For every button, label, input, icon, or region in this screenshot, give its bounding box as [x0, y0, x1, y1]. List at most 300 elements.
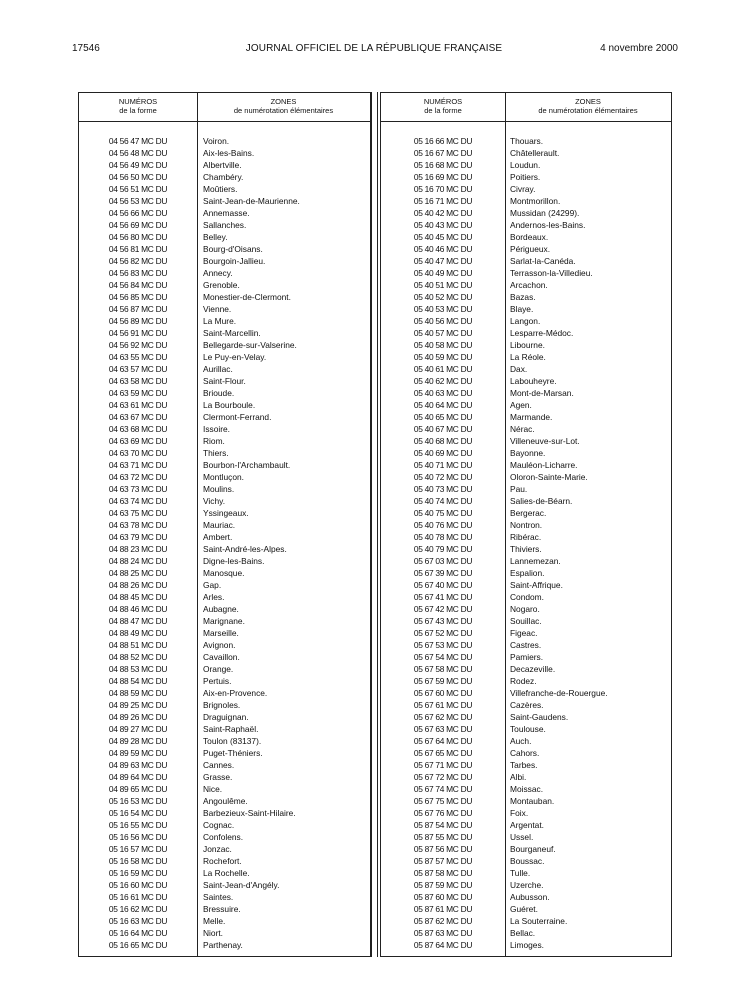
zone-cell: Argentat.: [510, 820, 544, 830]
number-cell: 04 56 87 MC DU: [108, 304, 168, 314]
table-row: [381, 795, 671, 807]
zone-cell: Souillac.: [510, 616, 542, 626]
zone-cell: La Bourboule.: [203, 400, 256, 410]
table-row: [381, 363, 671, 375]
number-cell: 05 67 43 MC DU: [413, 616, 473, 626]
table-row: [381, 723, 671, 735]
zone-cell: Loudun.: [510, 160, 541, 170]
number-cell: 04 56 50 MC DU: [108, 172, 168, 182]
table-row: [381, 375, 671, 387]
zone-cell: Bourbon-l'Archambault.: [203, 460, 291, 470]
number-cell: 04 63 74 MC DU: [108, 496, 168, 506]
number-cell: 05 87 61 MC DU: [413, 904, 473, 914]
table-row: [79, 327, 370, 339]
table-row: [381, 819, 671, 831]
table-row: [381, 423, 671, 435]
table-header: [79, 93, 370, 122]
number-cell: 05 40 45 MC DU: [413, 232, 473, 242]
zone-cell: Nérac.: [510, 424, 535, 434]
number-cell: 04 89 26 MC DU: [108, 712, 168, 722]
zone-cell: Yssingeaux.: [203, 508, 249, 518]
number-cell: 05 40 59 MC DU: [413, 352, 473, 362]
number-cell: 05 67 75 MC DU: [413, 796, 473, 806]
table-row: [381, 411, 671, 423]
zone-cell: Avignon.: [203, 640, 236, 650]
number-cell: 04 63 73 MC DU: [108, 484, 168, 494]
number-cell: 04 63 55 MC DU: [108, 352, 168, 362]
number-cell: 04 56 51 MC DU: [108, 184, 168, 194]
table-row: [381, 927, 671, 939]
zone-cell: Saint-Affrique.: [510, 580, 563, 590]
table-row: [79, 699, 370, 711]
page-number: 17546: [72, 43, 100, 54]
number-cell: 04 89 63 MC DU: [108, 760, 168, 770]
table-row: [381, 843, 671, 855]
zone-cell: Périgueux.: [510, 244, 551, 254]
number-cell: 05 67 64 MC DU: [413, 736, 473, 746]
table-row: [381, 567, 671, 579]
number-cell: 05 16 62 MC DU: [108, 904, 168, 914]
zone-cell: Bourgoin-Jallieu.: [203, 256, 266, 266]
table-row: [381, 687, 671, 699]
zone-cell: Belley.: [203, 232, 228, 242]
number-cell: 04 88 51 MC DU: [108, 640, 168, 650]
number-cell: 05 16 63 MC DU: [108, 916, 168, 926]
zone-cell: Auch.: [510, 736, 532, 746]
zone-cell: Lesparre-Médoc.: [510, 328, 574, 338]
table-row: [381, 699, 671, 711]
number-cell: 05 87 58 MC DU: [413, 868, 473, 878]
table-row: [381, 447, 671, 459]
number-cell: 04 63 69 MC DU: [108, 436, 168, 446]
zone-cell: Bergerac.: [510, 508, 547, 518]
zone-cell: Nontron.: [510, 520, 543, 530]
zone-cell: Voiron.: [203, 136, 230, 146]
table-row: [381, 759, 671, 771]
table-row: [79, 867, 370, 879]
zone-cell: Ribérac.: [510, 532, 542, 542]
zone-cell: Marseille.: [203, 628, 239, 638]
number-cell: 05 87 57 MC DU: [413, 856, 473, 866]
table-row: [381, 531, 671, 543]
zone-cell: Moulins.: [203, 484, 235, 494]
table-row: [381, 507, 671, 519]
number-cell: 04 89 65 MC DU: [108, 784, 168, 794]
zone-cell: Châtellerault.: [510, 148, 560, 158]
table-row: [79, 915, 370, 927]
zone-cell: Terrasson-la-Villedieu.: [510, 268, 593, 278]
zone-cell: Dax.: [510, 364, 528, 374]
number-cell: 05 40 46 MC DU: [413, 244, 473, 254]
table-row: [381, 147, 671, 159]
table-row: [79, 663, 370, 675]
zones-header-line1: ZONES: [270, 97, 297, 106]
zone-cell: La Souterraine.: [510, 916, 568, 926]
table-row: [79, 339, 370, 351]
number-cell: 05 87 54 MC DU: [413, 820, 473, 830]
number-cell: 04 56 83 MC DU: [108, 268, 168, 278]
number-cell: 04 88 53 MC DU: [108, 664, 168, 674]
zone-cell: Niort.: [203, 928, 224, 938]
table-row: [381, 663, 671, 675]
zone-cell: Brioude.: [203, 388, 235, 398]
zone-cell: Saint-Raphaël.: [203, 724, 259, 734]
zone-cell: Salies-de-Béarn.: [510, 496, 573, 506]
number-cell: 04 56 91 MC DU: [108, 328, 168, 338]
table-row: [381, 615, 671, 627]
number-cell: 05 87 60 MC DU: [413, 892, 473, 902]
number-cell: 05 67 54 MC DU: [413, 652, 473, 662]
table-row: [381, 747, 671, 759]
table-row: [381, 879, 671, 891]
table-row: [79, 879, 370, 891]
table-row: [79, 675, 370, 687]
number-cell: 05 40 68 MC DU: [413, 436, 473, 446]
number-cell: 05 40 62 MC DU: [413, 376, 473, 386]
table-row: [79, 807, 370, 819]
number-cell: 05 67 52 MC DU: [413, 628, 473, 638]
zone-cell: Arcachon.: [510, 280, 548, 290]
zone-cell: Aurillac.: [203, 364, 233, 374]
number-cell: 05 40 61 MC DU: [413, 364, 473, 374]
number-cell: 05 87 55 MC DU: [413, 832, 473, 842]
zone-cell: Rodez.: [510, 676, 537, 686]
publication-date: 4 novembre 2000: [600, 43, 678, 54]
zone-cell: Libourne.: [510, 340, 545, 350]
zone-cell: La Mure.: [203, 316, 237, 326]
zone-cell: Villeneuve-sur-Lot.: [510, 436, 580, 446]
table-row: [79, 495, 370, 507]
table-row: [79, 519, 370, 531]
table-row: [79, 171, 370, 183]
zone-cell: Uzerche.: [510, 880, 544, 890]
table-row: [381, 831, 671, 843]
zone-cell: Civray.: [510, 184, 536, 194]
table-row: [79, 627, 370, 639]
number-cell: 04 88 49 MC DU: [108, 628, 168, 638]
number-cell: 04 63 61 MC DU: [108, 400, 168, 410]
number-cell: 05 40 71 MC DU: [413, 460, 473, 470]
zone-cell: Aix-en-Provence.: [203, 688, 268, 698]
zone-cell: Villefranche-de-Rouergue.: [510, 688, 608, 698]
table-row: [79, 159, 370, 171]
number-cell: 05 67 62 MC DU: [413, 712, 473, 722]
table-row: [381, 387, 671, 399]
number-cell: 04 88 26 MC DU: [108, 580, 168, 590]
number-cell: 04 88 59 MC DU: [108, 688, 168, 698]
number-cell: 04 56 47 MC DU: [108, 136, 168, 146]
table-row: [79, 447, 370, 459]
zone-cell: Labouheyre.: [510, 376, 557, 386]
number-cell: 05 40 75 MC DU: [413, 508, 473, 518]
zone-cell: Grasse.: [203, 772, 233, 782]
zones-column-header: [197, 97, 370, 115]
table-row: [79, 303, 370, 315]
number-cell: 04 56 66 MC DU: [108, 208, 168, 218]
table-row: [381, 267, 671, 279]
zone-cell: Blaye.: [510, 304, 534, 314]
zone-cell: Monestier-de-Clermont.: [203, 292, 291, 302]
number-cell: 04 56 49 MC DU: [108, 160, 168, 170]
number-cell: 05 16 68 MC DU: [413, 160, 473, 170]
table-row: [79, 399, 370, 411]
zone-cell: Gap.: [203, 580, 222, 590]
table-row: [79, 711, 370, 723]
number-cell: 05 40 47 MC DU: [413, 256, 473, 266]
table-row: [381, 783, 671, 795]
number-cell: 05 16 55 MC DU: [108, 820, 168, 830]
table-header: [381, 93, 671, 122]
zone-cell: Marignane.: [203, 616, 245, 626]
zone-cell: Thiviers.: [510, 544, 542, 554]
number-cell: 04 63 68 MC DU: [108, 424, 168, 434]
zone-cell: Ambert.: [203, 532, 233, 542]
table-row: [79, 927, 370, 939]
number-cell: 04 88 24 MC DU: [108, 556, 168, 566]
table-row: [381, 339, 671, 351]
table-row: [79, 231, 370, 243]
table-row: [79, 267, 370, 279]
number-cell: 04 89 28 MC DU: [108, 736, 168, 746]
number-cell: 04 56 82 MC DU: [108, 256, 168, 266]
table-row: [79, 783, 370, 795]
zone-cell: Nogaro.: [510, 604, 540, 614]
table-row: [79, 903, 370, 915]
zone-cell: Guéret.: [510, 904, 538, 914]
table-row: [79, 747, 370, 759]
table-row: [381, 459, 671, 471]
number-cell: 05 40 65 MC DU: [413, 412, 473, 422]
table-row: [381, 195, 671, 207]
table-row: [79, 591, 370, 603]
number-cell: 05 67 59 MC DU: [413, 676, 473, 686]
table-row: [381, 495, 671, 507]
number-cell: 04 88 54 MC DU: [108, 676, 168, 686]
number-cell: 05 87 62 MC DU: [413, 916, 473, 926]
table-row: [79, 735, 370, 747]
table-row: [79, 939, 370, 951]
number-cell: 05 87 59 MC DU: [413, 880, 473, 890]
number-cell: 05 40 78 MC DU: [413, 532, 473, 542]
number-cell: 04 63 58 MC DU: [108, 376, 168, 386]
table-row: [79, 531, 370, 543]
number-cell: 05 16 71 MC DU: [413, 196, 473, 206]
table-row: [381, 735, 671, 747]
table-row: [381, 279, 671, 291]
zone-cell: Annecy.: [203, 268, 233, 278]
number-cell: 04 63 59 MC DU: [108, 388, 168, 398]
numbers-column-header: [381, 97, 505, 115]
table-row: [79, 459, 370, 471]
table-row: [381, 939, 671, 951]
table-row: [79, 435, 370, 447]
numbers-header-line1: NUMÉROS: [423, 97, 463, 106]
number-cell: 04 56 80 MC DU: [108, 232, 168, 242]
number-cell: 04 56 89 MC DU: [108, 316, 168, 326]
number-cell: 04 56 48 MC DU: [108, 148, 168, 158]
zone-cell: Bordeaux.: [510, 232, 549, 242]
table-row: [381, 243, 671, 255]
zone-cell: Sallanches.: [203, 220, 247, 230]
zone-cell: Jonzac.: [203, 844, 232, 854]
number-cell: 05 87 63 MC DU: [413, 928, 473, 938]
zone-cell: Saint-Marcellin.: [203, 328, 261, 338]
table-row: [79, 219, 370, 231]
zone-cell: Saintes.: [203, 892, 234, 902]
table-row: [381, 183, 671, 195]
table-row: [79, 411, 370, 423]
number-cell: 05 40 76 MC DU: [413, 520, 473, 530]
table-row: [381, 903, 671, 915]
zone-cell: Rochefort.: [203, 856, 242, 866]
number-cell: 04 63 67 MC DU: [108, 412, 168, 422]
zone-cell: Saint-Flour.: [203, 376, 246, 386]
zone-cell: Puget-Théniers.: [203, 748, 263, 758]
number-cell: 05 40 51 MC DU: [413, 280, 473, 290]
zone-cell: Condom.: [510, 592, 544, 602]
table-row: [381, 627, 671, 639]
number-cell: 04 63 71 MC DU: [108, 460, 168, 470]
zone-cell: Thouars.: [510, 136, 544, 146]
zones-header-line2: de numérotation élémentaires: [538, 106, 638, 115]
zone-cell: Issoire.: [203, 424, 230, 434]
table-row: [381, 603, 671, 615]
zone-cell: Barbezieux-Saint-Hilaire.: [203, 808, 296, 818]
table-row: [79, 639, 370, 651]
table-row: [381, 351, 671, 363]
page-header: [0, 43, 748, 57]
zone-cell: Bourganeuf.: [510, 844, 556, 854]
table-row: [79, 135, 370, 147]
table-row: [381, 435, 671, 447]
number-cell: 04 88 23 MC DU: [108, 544, 168, 554]
table-row: [79, 207, 370, 219]
table-row: [381, 327, 671, 339]
number-cell: 04 89 64 MC DU: [108, 772, 168, 782]
number-cell: 05 87 64 MC DU: [413, 940, 473, 950]
table-row: [381, 315, 671, 327]
zone-cell: Sarlat-la-Canéda.: [510, 256, 576, 266]
number-cell: 05 16 61 MC DU: [108, 892, 168, 902]
zone-cell: Espalion.: [510, 568, 545, 578]
number-cell: 04 88 45 MC DU: [108, 592, 168, 602]
table-row: [79, 291, 370, 303]
zone-cell: Annemasse.: [203, 208, 250, 218]
table-row: [79, 195, 370, 207]
zone-cell: Mauléon-Licharre.: [510, 460, 578, 470]
number-cell: 05 67 41 MC DU: [413, 592, 473, 602]
table-row: [381, 231, 671, 243]
zone-cell: Angoulême.: [203, 796, 248, 806]
zone-cell: Moûtiers.: [203, 184, 238, 194]
zone-cell: Castres.: [510, 640, 542, 650]
zones-column-header: [505, 97, 671, 115]
table-row: [381, 579, 671, 591]
number-cell: 04 56 53 MC DU: [108, 196, 168, 206]
table-row: [381, 675, 671, 687]
zone-cell: Aix-les-Bains.: [203, 148, 255, 158]
zone-cell: Figeac.: [510, 628, 538, 638]
table-row: [79, 183, 370, 195]
number-cell: 04 89 27 MC DU: [108, 724, 168, 734]
number-cell: 05 16 66 MC DU: [413, 136, 473, 146]
number-cell: 05 16 56 MC DU: [108, 832, 168, 842]
right-table-rows: [381, 135, 671, 951]
zone-cell: Nice.: [203, 784, 223, 794]
zone-cell: Agen.: [510, 400, 532, 410]
zone-cell: Marmande.: [510, 412, 553, 422]
table-row: [381, 291, 671, 303]
table-row: [381, 855, 671, 867]
number-cell: 05 67 72 MC DU: [413, 772, 473, 782]
zone-cell: Saint-André-les-Alpes.: [203, 544, 287, 554]
number-cell: 05 40 56 MC DU: [413, 316, 473, 326]
zone-cell: Andernos-les-Bains.: [510, 220, 586, 230]
number-cell: 05 87 56 MC DU: [413, 844, 473, 854]
table-row: [79, 255, 370, 267]
table-row: [381, 771, 671, 783]
zone-cell: Aubusson.: [510, 892, 550, 902]
number-cell: 05 16 59 MC DU: [108, 868, 168, 878]
number-cell: 05 67 63 MC DU: [413, 724, 473, 734]
zone-cell: Clermont-Ferrand.: [203, 412, 272, 422]
zone-cell: Vichy.: [203, 496, 226, 506]
number-cell: 05 16 57 MC DU: [108, 844, 168, 854]
number-cell: 04 56 92 MC DU: [108, 340, 168, 350]
number-cell: 05 16 54 MC DU: [108, 808, 168, 818]
zone-cell: Cavaillon.: [203, 652, 240, 662]
number-cell: 05 67 71 MC DU: [413, 760, 473, 770]
zone-cell: Chambéry.: [203, 172, 244, 182]
column-gap-rule: [371, 92, 378, 957]
table-row: [79, 819, 370, 831]
zone-cell: Albertville.: [203, 160, 242, 170]
zone-cell: Brignoles.: [203, 700, 241, 710]
zone-cell: Foix.: [510, 808, 529, 818]
number-cell: 05 40 67 MC DU: [413, 424, 473, 434]
number-cell: 05 40 49 MC DU: [413, 268, 473, 278]
table-row: [381, 891, 671, 903]
number-cell: 05 67 74 MC DU: [413, 784, 473, 794]
table-row: [79, 651, 370, 663]
zone-cell: Digne-les-Bains.: [203, 556, 265, 566]
zone-cell: Bayonne.: [510, 448, 546, 458]
table-row: [381, 207, 671, 219]
zone-cell: Albi.: [510, 772, 527, 782]
zone-cell: Bellac.: [510, 928, 536, 938]
number-cell: 04 56 81 MC DU: [108, 244, 168, 254]
number-cell: 04 89 59 MC DU: [108, 748, 168, 758]
number-cell: 04 88 25 MC DU: [108, 568, 168, 578]
table-row: [79, 543, 370, 555]
number-cell: 05 67 58 MC DU: [413, 664, 473, 674]
number-cell: 05 16 58 MC DU: [108, 856, 168, 866]
zone-cell: Langon.: [510, 316, 541, 326]
number-cell: 04 63 70 MC DU: [108, 448, 168, 458]
number-cell: 04 63 75 MC DU: [108, 508, 168, 518]
zone-cell: Boussac.: [510, 856, 545, 866]
zone-cell: La Réole.: [510, 352, 546, 362]
number-cell: 05 16 53 MC DU: [108, 796, 168, 806]
table-row: [79, 423, 370, 435]
zone-cell: Decazeville.: [510, 664, 556, 674]
table-row: [79, 375, 370, 387]
number-cell: 04 63 72 MC DU: [108, 472, 168, 482]
number-cell: 05 40 73 MC DU: [413, 484, 473, 494]
table-row: [79, 771, 370, 783]
table-row: [381, 219, 671, 231]
zone-cell: Thiers.: [203, 448, 229, 458]
